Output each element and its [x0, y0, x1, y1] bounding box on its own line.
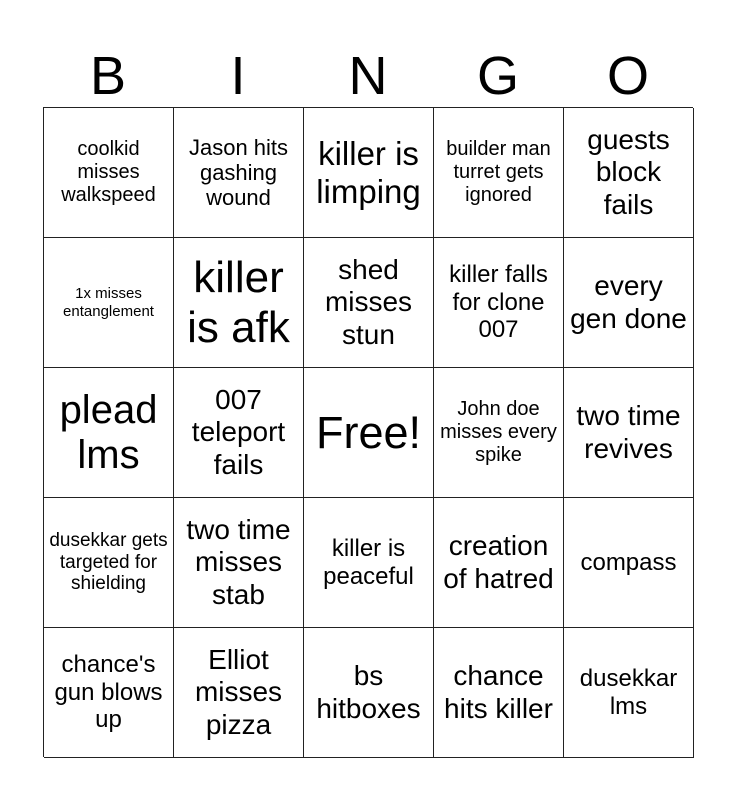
- bingo-cell[interactable]: shed misses stun: [304, 238, 434, 368]
- bingo-cell[interactable]: every gen done: [564, 238, 694, 368]
- header-letter-o: O: [606, 46, 649, 106]
- header-letter-g: G: [476, 46, 519, 106]
- bingo-cell[interactable]: Elliot misses pizza: [174, 628, 304, 758]
- bingo-header: [43, 44, 693, 108]
- bingo-cell[interactable]: killer is peaceful: [304, 498, 434, 628]
- bingo-cell[interactable]: creation of hatred: [434, 498, 564, 628]
- bingo-cell[interactable]: John doe misses every spike: [434, 368, 564, 498]
- bingo-cell[interactable]: builder man turret gets ignored: [434, 108, 564, 238]
- bingo-cell[interactable]: killer is limping: [304, 108, 434, 238]
- bingo-cell[interactable]: killer is afk: [174, 238, 304, 368]
- bingo-cell[interactable]: dusekkar gets targeted for shielding: [44, 498, 174, 628]
- bingo-cell[interactable]: two time revives: [564, 368, 694, 498]
- bingo-cell[interactable]: guests block fails: [564, 108, 694, 238]
- bingo-cell[interactable]: plead lms: [44, 368, 174, 498]
- bingo-cell[interactable]: chance hits killer: [434, 628, 564, 758]
- header-letter-i: I: [230, 46, 246, 106]
- bingo-cell[interactable]: dusekkar lms: [564, 628, 694, 758]
- bingo-grid: [43, 107, 693, 757]
- bingo-cell[interactable]: chance's gun blows up: [44, 628, 174, 758]
- bingo-cell[interactable]: bs hitboxes: [304, 628, 434, 758]
- bingo-cell[interactable]: 1x misses entanglement: [44, 238, 174, 368]
- header-letter-n: N: [348, 46, 388, 106]
- bingo-cell[interactable]: Jason hits gashing wound: [174, 108, 304, 238]
- bingo-cell[interactable]: two time misses stab: [174, 498, 304, 628]
- bingo-cell[interactable]: 007 teleport fails: [174, 368, 304, 498]
- bingo-cell[interactable]: killer falls for clone 007: [434, 238, 564, 368]
- bingo-cell[interactable]: compass: [564, 498, 694, 628]
- header-letter-b: B: [89, 46, 127, 106]
- free-space-cell[interactable]: Free!: [304, 368, 434, 498]
- bingo-cell[interactable]: coolkid misses walkspeed: [44, 108, 174, 238]
